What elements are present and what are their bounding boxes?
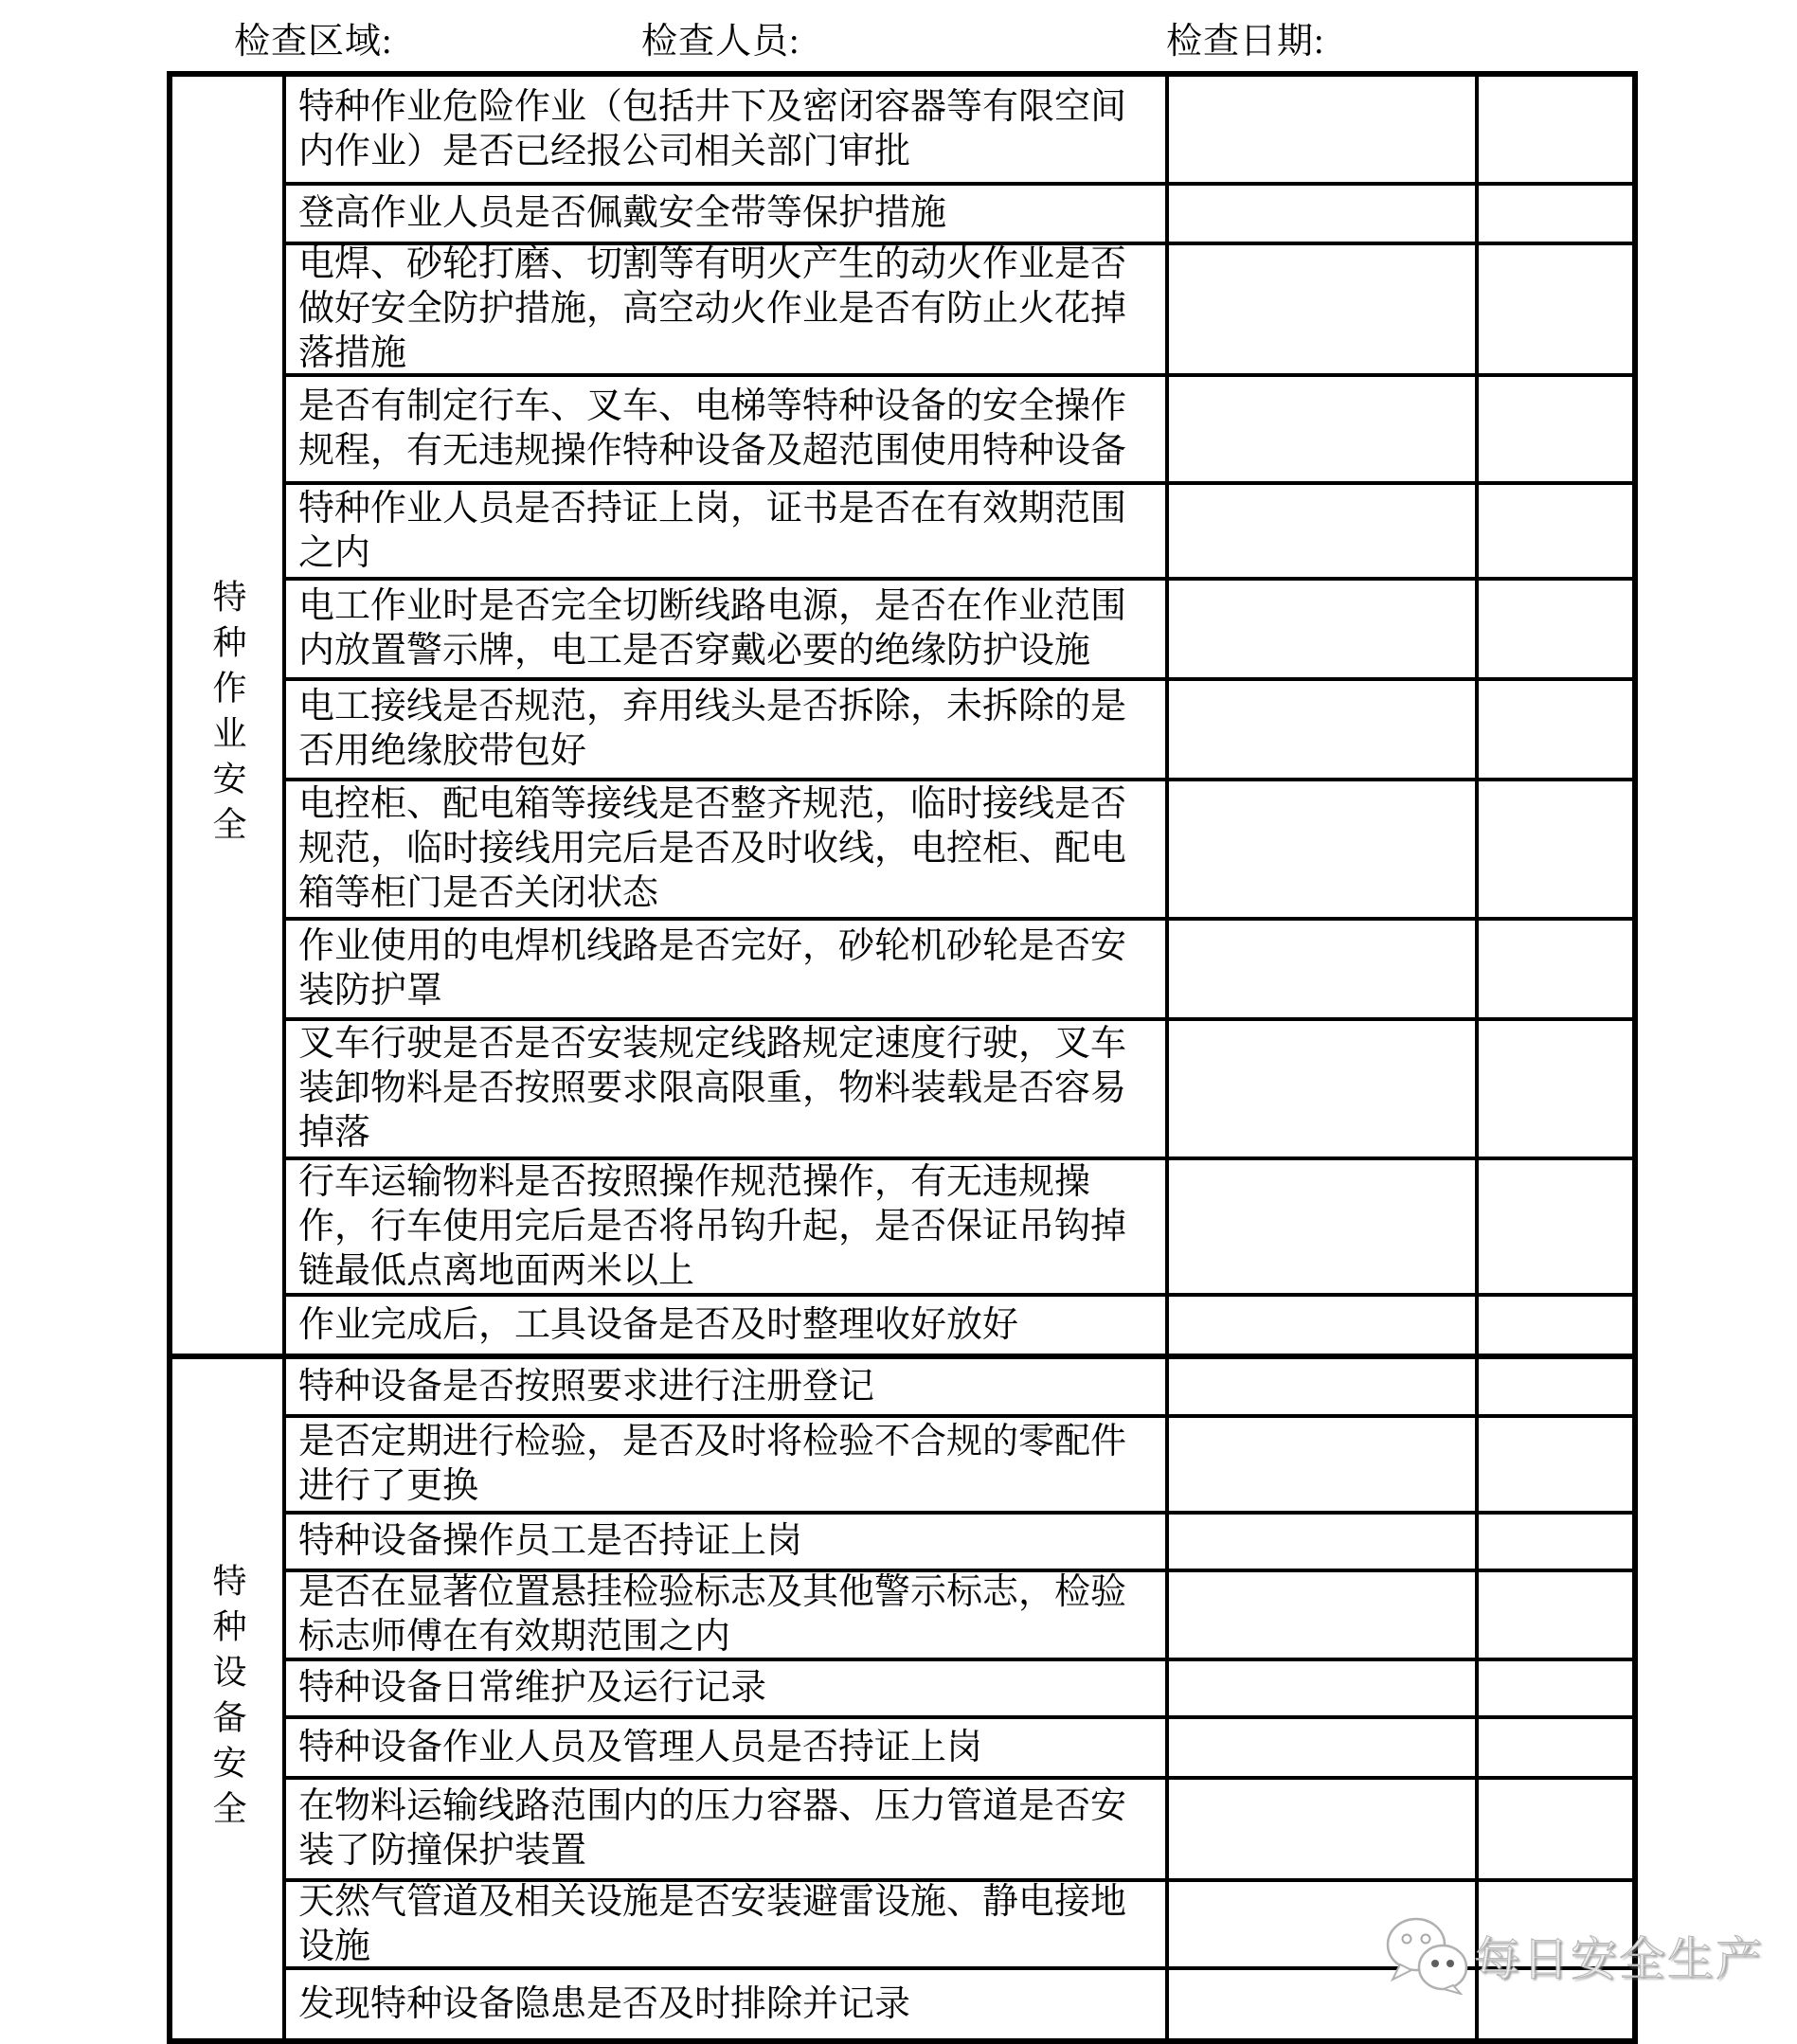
remark-cell — [1479, 1780, 1632, 1878]
inspection-area-label: 检查区域: — [234, 22, 393, 62]
remark-cell — [1479, 1021, 1632, 1156]
remark-cell — [1479, 245, 1632, 373]
remark-cell — [1479, 681, 1632, 778]
question-cell: 作业使用的电焊机线路是否完好，砂轮机砂轮是否安装防护罩 — [286, 921, 1169, 1017]
remark-cell — [1479, 1719, 1632, 1776]
question-cell: 特种设备作业人员及管理人员是否持证上岗 — [286, 1719, 1169, 1776]
checklist-row — [286, 1780, 1632, 1882]
question-cell: 行车运输物料是否按照操作规范操作，有无违规操作，行车使用完后是否将吊钩升起，是否保证吊钩掉链最低点离地面两米以上 — [286, 1160, 1169, 1293]
section-label: 特种设备安全 — [208, 1562, 246, 1836]
result-cell — [1169, 781, 1479, 917]
checklist-row — [286, 77, 1632, 186]
remark-cell — [1479, 186, 1632, 242]
question-cell: 电控柜、配电箱等接线是否整齐规范，临时接线是否规范，临时接线用完后是否及时收线，电控柜、配电箱等柜门是否关闭状态 — [286, 781, 1169, 917]
result-cell — [1169, 1160, 1479, 1293]
question-cell: 电工接线是否规范，弃用线头是否拆除，未拆除的是否用绝缘胶带包好 — [286, 681, 1169, 778]
remark-cell — [1479, 485, 1632, 577]
watermark-text: 每日安全生产 — [1474, 1933, 1765, 1985]
inspection-date-label: 检查日期: — [1166, 22, 1325, 62]
checklist-row — [286, 1515, 1632, 1572]
inspector-label: 检查人员: — [641, 22, 800, 62]
question-cell: 天然气管道及相关设施是否安装避雷设施、静电接地设施 — [286, 1882, 1169, 1966]
section-label: 特种作业安全 — [208, 579, 246, 852]
result-cell — [1169, 1515, 1479, 1569]
checklist-row — [286, 1572, 1632, 1661]
watermark — [1385, 1917, 1764, 1995]
question-cell: 叉车行驶是否是否安装规定线路规定速度行驶，叉车装卸物料是否按照要求限高限重，物料装载是否容易掉落 — [286, 1021, 1169, 1156]
result-cell — [1169, 1719, 1479, 1776]
question-cell: 是否定期进行检验，是否及时将检验不合规的零配件进行了更换 — [286, 1418, 1169, 1511]
question-cell: 电焊、砂轮打磨、切割等有明火产生的动火作业是否做好安全防护措施，高空动火作业是否有防止火花掉落措施 — [286, 245, 1169, 373]
question-cell: 在物料运输线路范围内的压力容器、压力管道是否安装了防撞保护装置 — [286, 1780, 1169, 1878]
checklist-row — [286, 921, 1632, 1021]
question-cell: 特种设备是否按照要求进行注册登记 — [286, 1359, 1169, 1414]
remark-cell — [1479, 1359, 1632, 1414]
checklist-row — [286, 1661, 1632, 1719]
safety-checklist-table — [167, 71, 1638, 2044]
result-cell — [1169, 1418, 1479, 1511]
remark-cell — [1479, 781, 1632, 917]
remark-cell — [1479, 581, 1632, 677]
section-special-operations — [172, 77, 1632, 1359]
section-label-cell — [172, 1359, 286, 2038]
checklist-row — [286, 581, 1632, 681]
question-cell: 登高作业人员是否佩戴安全带等保护措施 — [286, 186, 1169, 242]
remark-cell — [1479, 77, 1632, 182]
remark-cell — [1479, 1572, 1632, 1658]
remark-cell — [1479, 1160, 1632, 1293]
question-cell: 作业完成后，工具设备是否及时整理收好放好 — [286, 1297, 1169, 1354]
result-cell — [1169, 245, 1479, 373]
question-cell: 是否有制定行车、叉车、电梯等特种设备的安全操作规程，有无违规操作特种设备及超范围使用特种设备 — [286, 377, 1169, 481]
checklist-row — [286, 485, 1632, 581]
wechat-logo-icon — [1385, 1917, 1468, 1995]
result-cell — [1169, 1661, 1479, 1715]
checklist-row — [286, 1160, 1632, 1297]
section-label-cell — [172, 77, 286, 1354]
section-rows — [286, 77, 1632, 1354]
question-cell: 特种作业危险作业（包括井下及密闭容器等有限空间内作业）是否已经报公司相关部门审批 — [286, 77, 1169, 182]
question-cell: 是否在显著位置悬挂检验标志及其他警示标志，检验标志师傅在有效期范围之内 — [286, 1572, 1169, 1658]
question-cell: 特种设备日常维护及运行记录 — [286, 1661, 1169, 1715]
checklist-row — [286, 377, 1632, 485]
result-cell — [1169, 1780, 1479, 1878]
remark-cell — [1479, 377, 1632, 481]
checklist-row — [286, 1359, 1632, 1418]
question-cell: 特种作业人员是否持证上岗，证书是否在有效期范围之内 — [286, 485, 1169, 577]
result-cell — [1169, 581, 1479, 677]
checklist-row — [286, 1418, 1632, 1515]
checklist-row — [286, 245, 1632, 377]
result-cell — [1169, 186, 1479, 242]
checklist-row — [286, 1021, 1632, 1160]
result-cell — [1169, 1572, 1479, 1658]
remark-cell — [1479, 1418, 1632, 1511]
question-cell: 特种设备操作员工是否持证上岗 — [286, 1515, 1169, 1569]
question-cell: 发现特种设备隐患是否及时排除并记录 — [286, 1970, 1169, 2038]
result-cell — [1169, 485, 1479, 577]
question-cell: 电工作业时是否完全切断线路电源，是否在作业范围内放置警示牌，电工是否穿戴必要的绝缘防护设施 — [286, 581, 1169, 677]
result-cell — [1169, 1359, 1479, 1414]
result-cell — [1169, 1297, 1479, 1354]
checklist-row — [286, 681, 1632, 781]
result-cell — [1169, 921, 1479, 1017]
remark-cell — [1479, 1515, 1632, 1569]
remark-cell — [1479, 921, 1632, 1017]
checklist-row — [286, 1719, 1632, 1780]
result-cell — [1169, 377, 1479, 481]
result-cell — [1169, 1021, 1479, 1156]
checklist-row — [286, 781, 1632, 921]
remark-cell — [1479, 1661, 1632, 1715]
checklist-row — [286, 1297, 1632, 1354]
result-cell — [1169, 77, 1479, 182]
remark-cell — [1479, 1297, 1632, 1354]
result-cell — [1169, 681, 1479, 778]
checklist-row — [286, 186, 1632, 245]
